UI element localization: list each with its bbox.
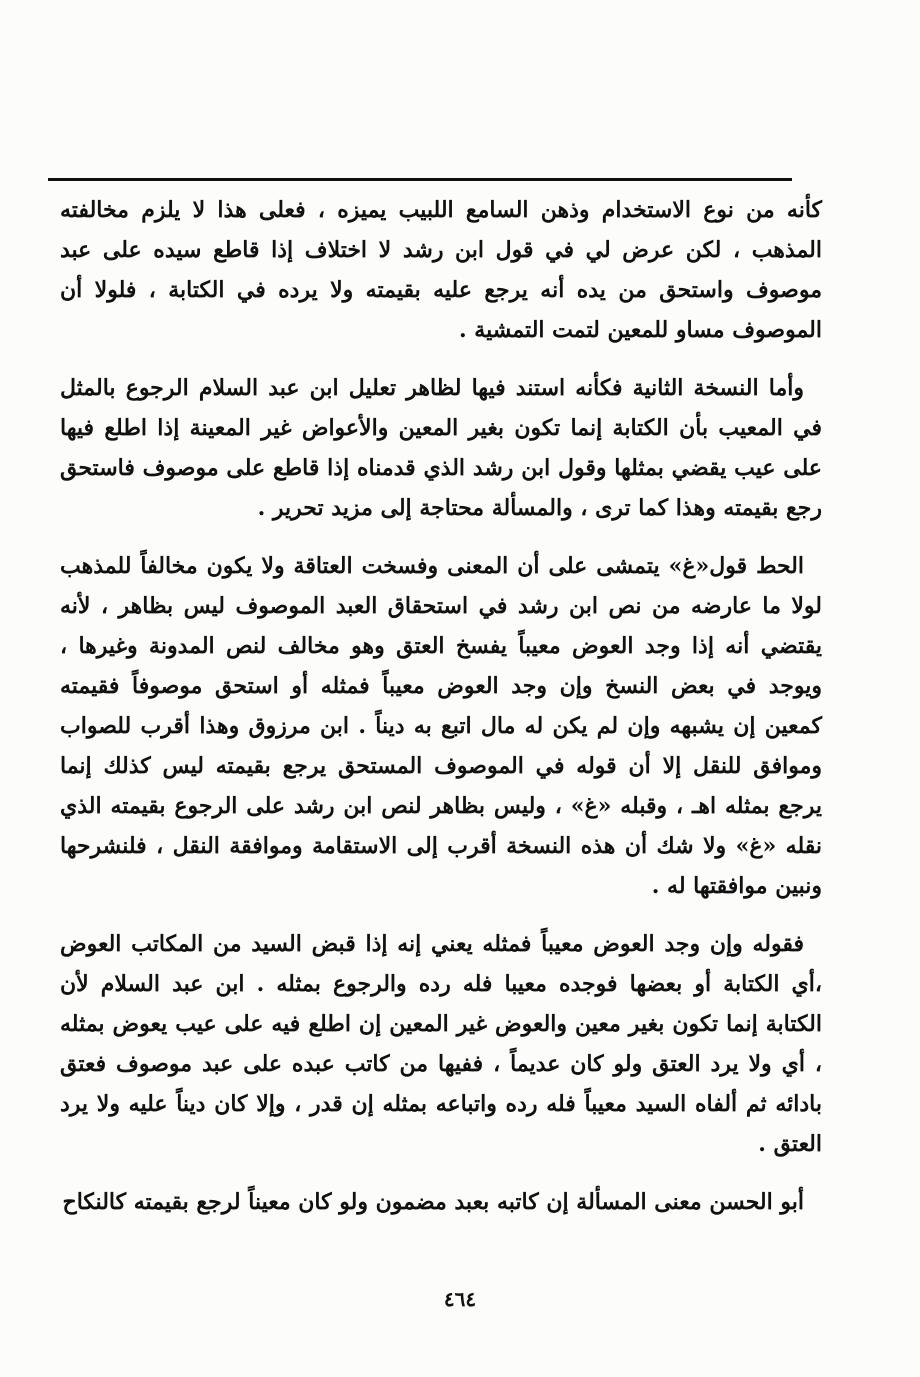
body-text: [60, 190, 822, 1240]
paragraph-5: أبو الحسن معنى المسألة إن كاتبه بعبد مضمون ولو كان معيناً لرجع بقيمته كالنكاح: [62, 1189, 804, 1215]
paragraph-4: فقوله وإن وجد العوض معيباً فمثله يعني إنه إذا قبض السيد من المكاتب العوض ،أي الكتابة أو بعضها فوجده معيبا فله رده والرجوع بمثله . ابن عبد السلام لأن الكتابة إنما تكون بغير معين والعوض غير المعين إن اطلع فيه على عيب يعوض بمثله ، أي ولا يرد العتق ولو كان عديماً ، ففيها من كاتب عبده على عبد موصوف فعتق بادائه ثم ألفاه السيد معيباً فله رده واتباعه بمثله إن قدر ، وإلا كان ديناً عليه ولا يرد العتق .: [60, 931, 822, 1157]
paragraph-1: كأنه من نوع الاستخدام وذهن السامع اللبيب يميزه ، فعلى هذا لا يلزم مخالفته المذهب ، لكن عرض لي في قول ابن رشد لا اختلاف إذا قاطع سيده على عبد موصوف واستحق من يده أنه يرجع عليه بقيمته ولا يرده في الكتابة ، فلولا أن الموصوف مساو للمعين لتمت التمشية .: [60, 197, 822, 343]
paragraph-2: وأما النسخة الثانية فكأنه استند فيها لظاهر تعليل ابن عبد السلام الرجوع بالمثل في المعيب بأن الكتابة إنما تكون بغير المعين والأعواض غير المعينة إذا اطلع فيها على عيب يقضي بمثلها وقول ابن رشد الذي قدمناه إذا قاطع على موصوف فاستحق رجع بقيمته وهذا كما ترى ، والمسألة محتاجة إلى مزيد تحرير .: [60, 375, 822, 521]
page-number: ٤٦٤: [443, 1287, 477, 1311]
paragraph-3: الحط قول«غ» يتمشى على أن المعنى وفسخت العتاقة ولا يكون مخالفاً للمذهب لولا ما عارضه من نص ابن رشد في استحقاق العبد الموصوف ليس بظاهر ، لأنه يقتضي أنه إذا وجد العوض معيباً يفسخ العتق وهو مخالف لنص المدونة وغيرها ، ويوجد في بعض النسخ وإن وجد العوض معيباً فمثله أو استحق موصوفاً فقيمته كمعين إن يشبهه وإن لم يكن له مال اتبع به ديناً . ابن مرزوق وهذا أقرب للصواب وموافق للنقل إلا أن قوله في الموصوف المستحق يرجع بقيمته ليس كذلك إنما يرجع بمثله اهـ ، وقبله «غ» ، وليس بظاهر لنص ابن رشد على الرجوع بقيمته الذي نقله «غ» ولا شك أن هذه النسخة أقرب إلى الاستقامة وموافقة النقل ، فلنشرحها ونبين موافقتها له .: [60, 553, 822, 899]
header-rule: [48, 178, 792, 181]
